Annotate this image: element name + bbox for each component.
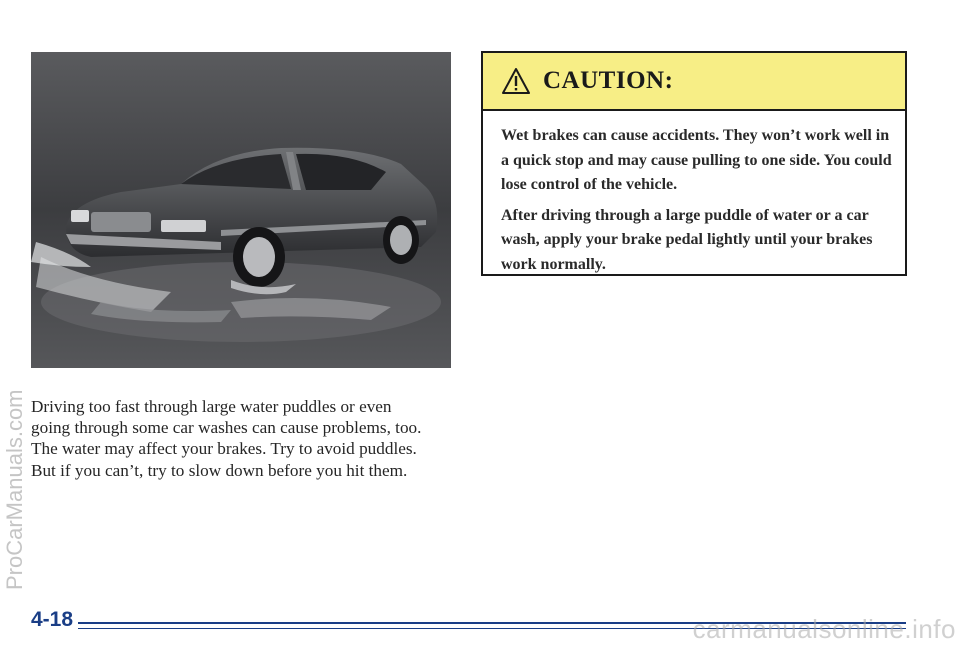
watermark-bottom: carmanualsonline.info: [692, 614, 956, 644]
caution-paragraph: Wet brakes can cause accidents. They won’t work well in a quick stop and may cause pulling to one side. You could lose control of the vehicle.: [501, 127, 892, 193]
watermark-vertical-text: ProCarManuals.com: [2, 389, 27, 590]
body-paragraph: [31, 396, 461, 481]
caution-header: [483, 53, 905, 111]
body-line: going through some car washes can cause problems, too.: [31, 418, 422, 438]
watermark-vertical: [2, 389, 27, 591]
body-line: Driving too fast through large water puddles or even: [31, 397, 392, 416]
caution-box: [481, 51, 907, 276]
warning-triangle-icon: [501, 67, 531, 95]
page-number: 4-18: [31, 608, 74, 631]
caution-paragraph: After driving through a large puddle of water or a car wash, apply your brake pedal lightly until your brakes work normally.: [501, 206, 873, 273]
car-photo: [31, 52, 451, 368]
car-driving-through-water-icon: [31, 52, 451, 368]
body-line: But if you can’t, try to slow down before you hit them.: [31, 460, 408, 480]
caution-text: [483, 111, 905, 277]
caution-title: CAUTION:: [543, 67, 674, 94]
body-line: The water may affect your brakes. Try to avoid puddles.: [31, 439, 417, 459]
